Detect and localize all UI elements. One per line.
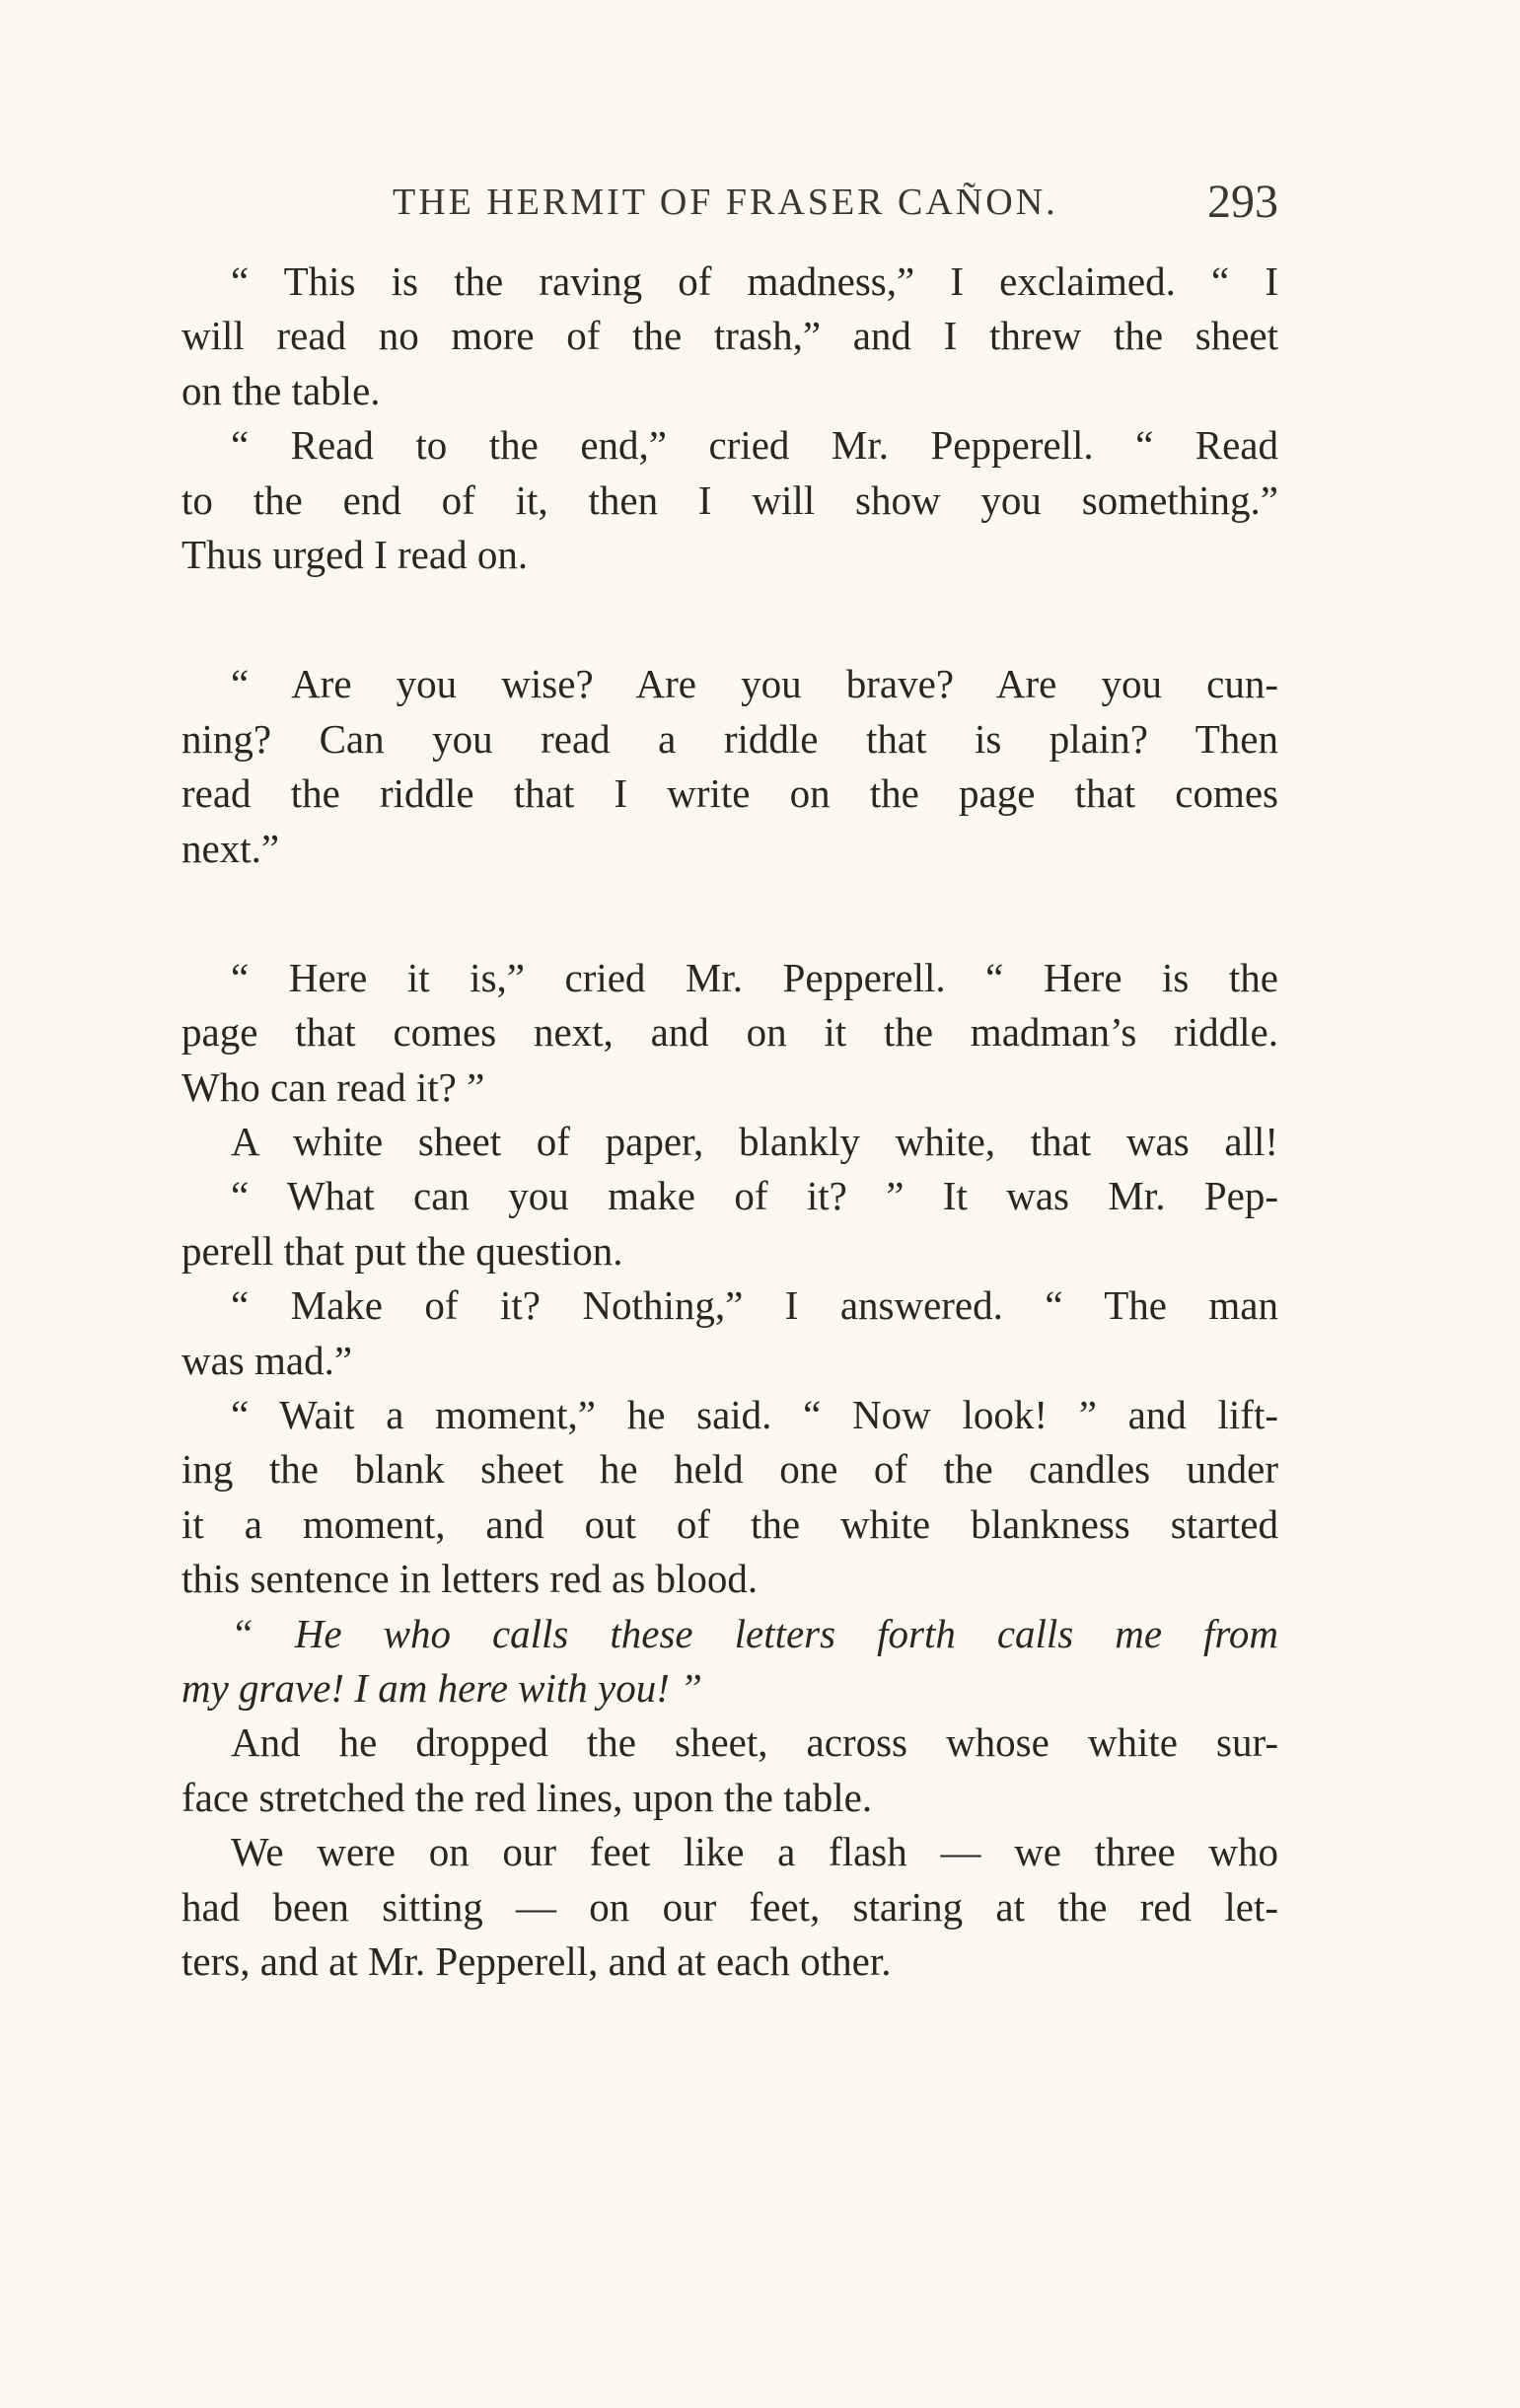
paragraph xyxy=(181,1278,1278,1388)
body-text xyxy=(181,255,1278,1989)
text-line: We were on our feet like a flash — we three who xyxy=(231,1829,1278,1875)
text-line: A white sheet of paper, blankly white, that was all! xyxy=(231,1119,1278,1165)
paragraph xyxy=(181,255,1278,418)
text-line: next.” xyxy=(181,825,280,871)
page-number: 293 xyxy=(1207,176,1278,228)
text-line: “ He who calls these letters forth calls me from xyxy=(231,1610,1278,1656)
text-line: page that comes next, and on it the madman’s riddle. xyxy=(181,1009,1278,1056)
text-line: ters, and at Mr. Pepperell, and at each other. xyxy=(181,1937,892,1984)
text-line: ning? Can you read a riddle that is plain? Then xyxy=(181,715,1278,762)
text-line: “ Wait a moment,” he said. “ Now look! ” and lift- xyxy=(231,1392,1278,1438)
text-line: “ Here it is,” cried Mr. Pepperell. “ Here is the xyxy=(231,954,1278,1000)
text-line: “ Are you wise? Are you brave? Are you cun- xyxy=(231,661,1278,707)
paragraph-gap xyxy=(181,876,1278,951)
paragraph-gap xyxy=(181,582,1278,657)
paragraph xyxy=(181,951,1278,1115)
text-line: it a moment, and out of the white blankness started xyxy=(181,1500,1278,1547)
text-line: on the table. xyxy=(181,367,381,413)
paragraph xyxy=(181,1169,1278,1278)
text-line: ing the blank sheet he held one of the candles under xyxy=(181,1446,1278,1493)
text-line: was mad.” xyxy=(181,1337,353,1383)
paragraph xyxy=(181,1825,1278,1989)
paragraph xyxy=(181,1607,1278,1716)
text-line: “ This is the raving of madness,” I exclaimed. “ I xyxy=(231,258,1278,304)
text-line: “ Read to the end,” cried Mr. Pepperell. “ Read xyxy=(231,422,1278,469)
text-line: face stretched the red lines, upon the table. xyxy=(181,1774,873,1820)
text-line: to the end of it, then I will show you something.” xyxy=(181,476,1278,523)
text-line: “ What can you make of it? ” It was Mr. Pep- xyxy=(231,1173,1278,1219)
paragraph xyxy=(181,1115,1278,1169)
page-header xyxy=(393,176,1278,240)
text-line: “ Make of it? Nothing,” I answered. “ The man xyxy=(231,1282,1278,1329)
text-line: will read no more of the trash,” and I threw the sheet xyxy=(181,313,1278,359)
paragraph xyxy=(181,1388,1278,1607)
text-line: Thus urged I read on. xyxy=(181,531,529,577)
text-line: Who can read it? ” xyxy=(181,1063,485,1110)
text-line: read the riddle that I write on the page that comes xyxy=(181,770,1278,817)
text-line: perell that put the question. xyxy=(181,1227,623,1274)
text-line: this sentence in letters red as blood. xyxy=(181,1556,759,1602)
paragraph xyxy=(181,657,1278,876)
running-head: THE HERMIT OF FRASER CAÑON. xyxy=(393,182,1058,223)
text-line: And he dropped the sheet, across whose white sur- xyxy=(231,1719,1278,1766)
paragraph xyxy=(181,1715,1278,1825)
text-line: my grave! I am here with you! ” xyxy=(181,1664,702,1711)
text-line: had been sitting — on our feet, staring at the red let- xyxy=(181,1883,1278,1930)
paragraph xyxy=(181,418,1278,582)
